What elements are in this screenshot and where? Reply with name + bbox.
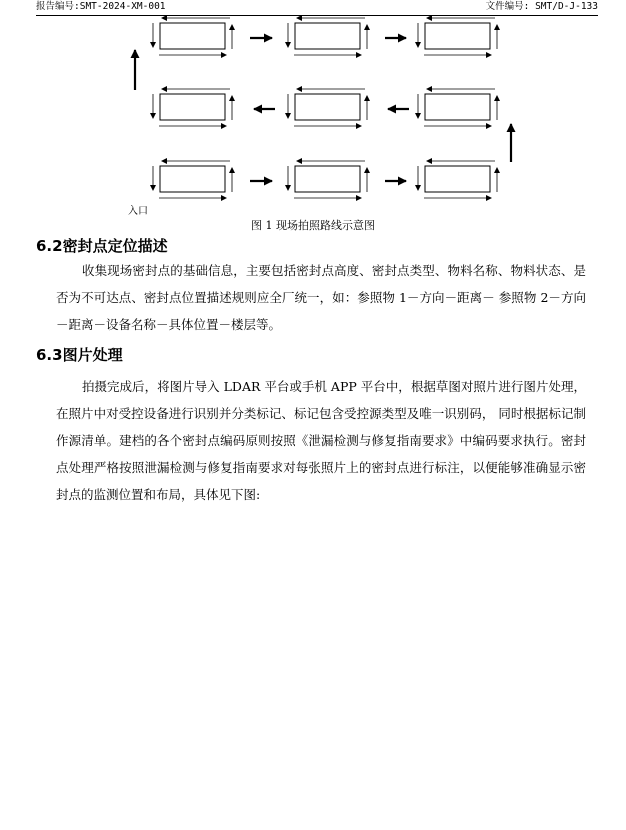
route-unit <box>288 161 367 198</box>
route-unit <box>288 89 367 126</box>
report-number: 报告编号:SMT-2024-XM-001 <box>36 1 166 12</box>
route-unit <box>418 161 497 198</box>
route-unit <box>288 18 367 55</box>
figure-caption: 图 1 现场拍照路线示意图 <box>251 219 375 232</box>
section-paragraph-6-2: 收集现场密封点的基础信息，主要包括密封点高度、密封点类型、物料名称、物料状态、是否为不可达点、密封点位置描述规则应全厂统一，如：参照物 1－方向－距离－ 参照物 2－方向－距离－设备名称－具体位置－楼层等。 <box>56 263 586 332</box>
route-unit <box>418 18 497 55</box>
photo-route-diagram <box>0 0 626 240</box>
route-unit <box>153 161 232 198</box>
section-paragraph-6-3: 拍摄完成后，将图片导入 LDAR 平台或手机 APP 平台中，根据草图对照片进行图片处理，在照片中对受控设备进行识别并分类标记、标记包含受控源类型及唯一识别码， 同时根据标记制作源清单。建档的各个密封点编码原则按照《泄漏检测与修复指南要求》中编码要求执行。密封点处理严格按照泄漏检测与修复指南要求对每张照片上的密封点进行标注，以便能够准确显示密封点的监测位置和布局，具体见下图: <box>56 379 586 502</box>
section-title-6-2: 6.2密封点定位描述 <box>36 237 168 255</box>
section-title-6-3: 6.3图片处理 <box>36 346 123 364</box>
entrance-label: 入口 <box>128 206 148 217</box>
document-number: 文件编号: SMT/D-J-133 <box>485 1 598 12</box>
route-unit <box>418 89 497 126</box>
route-unit <box>153 18 232 55</box>
route-unit <box>153 89 232 126</box>
